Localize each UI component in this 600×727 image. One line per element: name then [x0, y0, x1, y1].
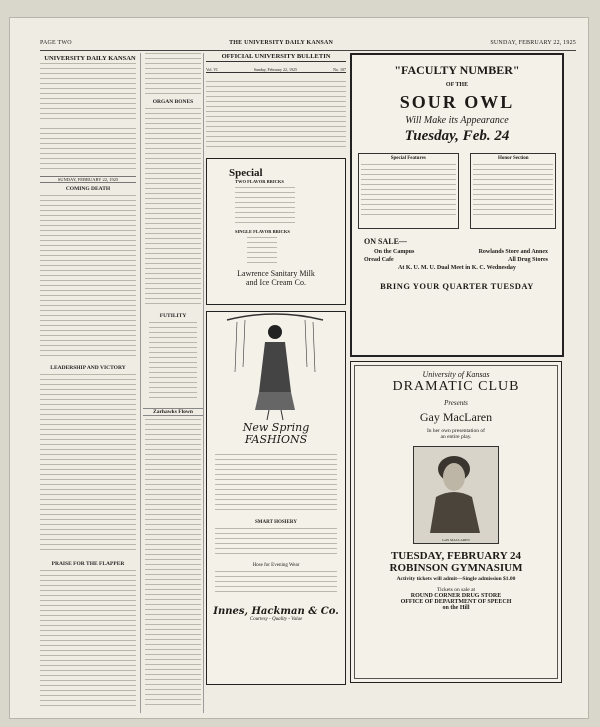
- on-the-hill: on the Hill: [442, 605, 470, 611]
- feature1-text: [361, 164, 456, 219]
- on-sale: ON SALE—: [364, 237, 407, 246]
- brand-tagline: Courtesy - Quality - Value: [249, 617, 303, 622]
- two-flavor-heading: TWO FLAVOR BRICKS: [235, 179, 284, 184]
- location-oread: Oread Cafe: [364, 257, 394, 263]
- article-text: [145, 108, 201, 308]
- fashion-illustration: [207, 312, 343, 422]
- event-date: TUESDAY, FEBRUARY 24: [390, 550, 522, 562]
- fashion-ad: [206, 311, 346, 685]
- article-text: [40, 570, 136, 710]
- of-the: OF THE: [445, 82, 469, 88]
- bulletin-vol: Vol. VI: [206, 67, 218, 72]
- sour-owl-title: SOUR OWL: [399, 92, 515, 112]
- title-line-2: FASHIONS: [244, 433, 308, 446]
- company-line-2: and Ice Cream Co.: [246, 278, 306, 287]
- evening-heading: Hose for Evening Wear: [252, 563, 300, 568]
- headline-leadership: LEADERSHIP AND VICTORY: [50, 365, 126, 371]
- appearance-date: Tuesday, Feb. 24: [404, 128, 510, 144]
- headline-zarhawks: Zarhawks Flown: [143, 408, 203, 416]
- company-line-1: Lawrence Sanitary Milk: [237, 269, 315, 278]
- title-line-1: New Spring: [242, 421, 310, 434]
- university-line: University of Kansas: [422, 370, 490, 379]
- university-bulletin: [206, 53, 346, 153]
- speech-office: OFFICE OF DEPARTMENT OF SPEECH: [400, 599, 512, 605]
- article-text: [40, 195, 136, 360]
- headline-futility: FUTILITY: [159, 313, 187, 319]
- article-text: [145, 419, 201, 709]
- masthead-date: SUNDAY, FEBRUARY 22, 1925: [40, 176, 136, 183]
- poem-text: [149, 322, 197, 402]
- bulletin-text: [206, 81, 346, 151]
- bulletin-title: OFFICIAL UNIVERSITY BULLETIN: [206, 53, 346, 62]
- article-text: [145, 53, 201, 96]
- fashion-text: [215, 454, 337, 514]
- dramatic-club-title: DRAMATIC CLUB: [392, 379, 520, 394]
- brand-name: Innes, Hackman & Co.: [213, 606, 339, 617]
- special-title: Special: [229, 167, 263, 179]
- hosiery-heading: SMART HOSIERY: [255, 520, 297, 525]
- location-dual-meet: At K. U. M. U. Dual Meet in K. C. Wednesday: [398, 265, 516, 271]
- feature1-title: Special Features: [390, 156, 426, 161]
- dramatic-club-ad: [350, 361, 562, 683]
- article-text: [40, 374, 136, 554]
- special-features-box: [358, 153, 459, 229]
- flavor-list: [235, 187, 295, 227]
- page-header: [40, 40, 576, 51]
- admission: Activity tickets will admit—Single admission $1.00: [396, 576, 516, 582]
- masthead-text: [40, 63, 136, 123]
- flavor-list: [247, 237, 277, 265]
- sale-locations-row1: [374, 249, 548, 255]
- feature2-text: [473, 164, 553, 219]
- portrait-photo: [414, 447, 496, 533]
- newspaper-page: [10, 18, 588, 718]
- location-drug-stores: All Drug Stores: [508, 257, 548, 263]
- single-flavor-heading: SINGLE FLAVOR BRICKS: [235, 229, 290, 234]
- presentation-line1: In her own presentation of: [426, 428, 486, 434]
- hosiery-text: [215, 528, 337, 558]
- paper-name: THE UNIVERSITY DAILY KANSAN: [229, 40, 334, 46]
- portrait-frame: [413, 446, 499, 544]
- masthead: UNIVERSITY DAILY KANSAN: [44, 55, 136, 62]
- ice-cream-ad: [206, 158, 346, 305]
- bulletin-number: No. 107: [333, 67, 346, 72]
- sour-owl-footer: BRING YOUR QUARTER TUESDAY: [380, 281, 534, 291]
- fashion-title: [207, 422, 345, 446]
- appearance-line: Will Make its Appearance: [405, 115, 509, 126]
- headline-flapper: PRAISE FOR THE FLAPPER: [51, 561, 125, 567]
- bulletin-info: [206, 67, 346, 73]
- left-column: [40, 53, 141, 713]
- performer-name: Gay MacLaren: [419, 410, 493, 424]
- issue-date: SUNDAY, FEBRUARY 22, 1925: [490, 40, 576, 46]
- bulletin-date: Sunday, February 22, 1925: [253, 67, 297, 72]
- company-name: [207, 269, 345, 287]
- feature2-title: Honor Section: [497, 156, 529, 161]
- event-place: ROBINSON GYMNASIUM: [389, 562, 523, 574]
- filler-text: [40, 128, 136, 173]
- headline-coming-death: COMING DEATH: [65, 186, 111, 192]
- sale-locations-row2: [364, 257, 548, 263]
- features-row: [352, 153, 562, 229]
- portrait-caption: GAY MACLAREN: [442, 538, 470, 542]
- headline-organ-bones: ORGAN BONES: [152, 99, 194, 105]
- evening-text: [215, 571, 337, 596]
- presentation-line2: an entire play.: [440, 434, 472, 440]
- location-campus: On the Campus: [374, 249, 415, 255]
- honor-section-box: [470, 153, 556, 229]
- round-corner-store: ROUND CORNER DRUG STORE: [410, 593, 502, 599]
- page-number: PAGE TWO: [40, 40, 72, 46]
- sour-owl-ad: [350, 53, 564, 357]
- location-rowlands: Rowlands Store and Annex: [478, 249, 548, 255]
- faculty-number: "FACULTY NUMBER": [394, 63, 520, 77]
- presents: Presents: [444, 399, 468, 407]
- tickets-on-sale: Tickets on sale at: [436, 587, 476, 593]
- middle-column: [143, 53, 204, 713]
